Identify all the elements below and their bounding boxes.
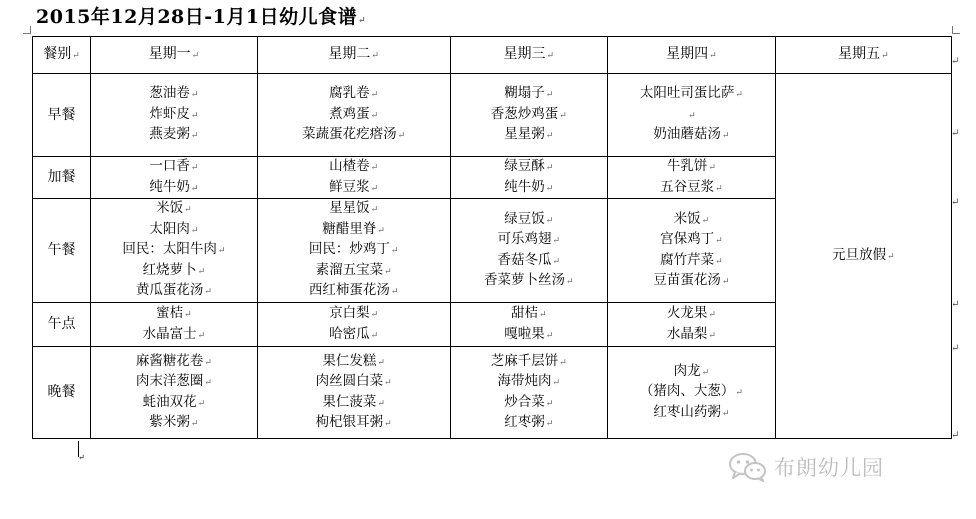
dish-name: 燕麦粥	[149, 126, 190, 143]
paragraph-mark: ↵	[559, 357, 567, 368]
dish-item	[258, 240, 450, 261]
dish-item	[91, 105, 257, 126]
paragraph-mark: ↵	[190, 163, 199, 173]
paragraph-mark: ↵	[197, 266, 206, 277]
menu-cell	[257, 303, 450, 347]
menu-cell	[607, 347, 775, 439]
paragraph-mark: ↵	[370, 90, 379, 101]
dish-item	[451, 413, 607, 434]
dish-name: 太阳吐司蛋比萨	[639, 85, 735, 102]
menu-cell	[257, 199, 450, 303]
menu-cell	[91, 303, 258, 347]
text-boundary-corner	[952, 26, 960, 34]
end-of-row-mark: ↵	[951, 343, 960, 354]
header-mon: 星期一↵	[91, 37, 258, 74]
dish-item	[91, 304, 257, 325]
friday-holiday-cell: 元旦放假↵	[775, 74, 951, 439]
dish-item	[91, 157, 257, 178]
dish-name: 哈密瓜	[329, 325, 370, 342]
paragraph-mark: ↵	[546, 50, 555, 61]
paragraph-mark: ↵	[190, 90, 199, 101]
wechat-icon	[728, 452, 768, 482]
end-of-row-mark: ↵	[951, 299, 960, 310]
dish-item	[258, 157, 450, 178]
dish-name: 果仁菠菜	[322, 393, 377, 410]
paragraph-mark: ↵	[715, 183, 723, 194]
dish-item	[608, 230, 775, 251]
dish-name: 牛乳饼	[666, 158, 708, 174]
menu-cell	[91, 199, 258, 303]
dish-name: 红烧萝卜	[142, 261, 197, 278]
dish-item	[451, 352, 607, 373]
menu-cell	[450, 74, 607, 157]
paragraph-mark: ↵	[545, 398, 554, 409]
dish-name: 煮鸡蛋	[329, 105, 370, 122]
dish-item	[258, 261, 450, 282]
paragraph-mark: ↵	[735, 388, 743, 399]
paragraph-mark: ↵	[708, 163, 716, 173]
paragraph-mark: ↵	[545, 163, 554, 173]
breakfast-row	[33, 74, 952, 157]
page-title: 2015年12月28日-1月1日幼儿食谱↵	[36, 6, 367, 28]
paragraph-mark: ↵	[709, 50, 717, 61]
header-tue: 星期二↵	[257, 37, 450, 74]
dish-item	[91, 220, 257, 241]
paragraph-mark: ↵	[184, 205, 192, 216]
dish-item	[91, 352, 257, 373]
meal-label: 加餐	[33, 157, 91, 199]
dish-name: 纯牛奶	[149, 178, 190, 195]
paragraph-mark: ↵	[190, 110, 199, 121]
dish-name: 糖醋里脊	[322, 220, 377, 237]
paragraph-mark: ↵	[197, 330, 206, 341]
dish-name: 绿豆饭	[504, 210, 545, 227]
dish-name: 星星饭	[329, 200, 370, 217]
dish-name: 红枣粥	[504, 414, 545, 430]
paragraph-mark: ↵	[370, 183, 379, 194]
paragraph-mark: ↵	[735, 90, 743, 101]
dish-name: 火龙果	[666, 305, 708, 321]
header-wed: 星期三↵	[450, 37, 607, 74]
paragraph-mark: ↵	[384, 378, 392, 388]
dish-item	[258, 352, 450, 373]
paragraph-mark: ↵	[721, 408, 730, 419]
paragraph-mark: ↵	[708, 330, 716, 341]
paragraph-mark: ↵	[197, 398, 206, 409]
paragraph-mark: ↵	[377, 225, 385, 236]
dish-item	[258, 105, 450, 126]
paragraph-mark: ↵	[204, 287, 212, 298]
paragraph-mark: ↵	[688, 110, 696, 121]
dish-name: 红枣山药粥	[653, 403, 721, 420]
paragraph-mark: ↵	[217, 246, 226, 257]
dish-name: 蜜桔	[156, 305, 184, 321]
paragraph-mark: ↵	[552, 256, 561, 267]
dish-name: 西红柿蛋花汤	[308, 282, 390, 299]
paragraph-mark: ↵	[552, 378, 561, 388]
paragraph-mark: ↵	[390, 246, 399, 257]
paragraph-mark: ↵	[190, 225, 199, 236]
paragraph-mark: ↵	[384, 419, 392, 429]
dish-item	[258, 281, 450, 302]
dish-item	[91, 178, 257, 199]
header-row	[33, 37, 952, 74]
dish-item	[91, 413, 257, 434]
paragraph-mark: ↵	[184, 310, 192, 320]
dish-name: 香菜萝卜丝汤	[483, 272, 565, 288]
paragraph-mark: ↵	[545, 183, 554, 194]
dish-name: 星星粥	[504, 126, 545, 143]
dish-item	[91, 199, 257, 220]
paragraph-mark: ↵	[721, 131, 730, 142]
paragraph-mark: ↵	[72, 50, 80, 61]
dish-name: 水晶梨	[666, 325, 708, 342]
dish-item	[91, 281, 257, 302]
dish-name: 嘎啦果	[504, 325, 545, 342]
dish-item	[608, 325, 775, 346]
paragraph-mark: ↵	[701, 367, 710, 378]
paragraph-mark: ↵	[190, 131, 199, 142]
paragraph-mark: ↵	[397, 131, 406, 142]
paragraph-mark: ↵	[545, 131, 554, 142]
dish-name: 腐乳卷	[329, 85, 370, 102]
dish-name: 枸杞银耳粥	[315, 414, 384, 430]
dish-item	[91, 325, 257, 346]
menu-cell	[607, 74, 775, 157]
dish-name: 肉龙	[673, 362, 701, 379]
dish-item	[451, 178, 607, 199]
dish-name: 香菇冬瓜	[497, 251, 552, 268]
dish-item	[451, 230, 607, 251]
end-of-row-mark: ↵	[951, 197, 960, 208]
dish-name: 宫保鸡丁	[660, 231, 715, 247]
end-of-row-mark: ↵	[951, 128, 960, 139]
dish-name: 山楂卷	[329, 158, 370, 174]
dish-item	[451, 325, 607, 346]
dish-item	[258, 372, 450, 393]
dish-item	[451, 271, 607, 292]
dish-item	[258, 413, 450, 434]
dish-name: 紫米粥	[149, 414, 190, 430]
dish-item	[608, 362, 775, 383]
dish-name: 回民：太阳牛肉	[122, 241, 217, 258]
dish-name: 炸虾皮	[149, 105, 190, 122]
dish-name: 香葱炒鸡蛋	[490, 105, 559, 122]
dish-name: 可乐鸡翅	[497, 231, 552, 247]
dish-name: 肉末洋葱圈	[135, 373, 204, 389]
paragraph-mark: ↵	[191, 50, 200, 61]
paragraph-mark: ↵	[190, 183, 199, 194]
dish-name: 炒合菜	[504, 393, 545, 410]
paragraph-mark: ↵	[190, 419, 199, 429]
dish-name: 一口香	[149, 158, 190, 174]
paragraph-mark: ↵	[545, 419, 554, 429]
dish-item	[258, 178, 450, 199]
dish-item	[91, 261, 257, 282]
paragraph-mark: ↵	[545, 215, 554, 226]
paragraph-mark: ↵	[370, 330, 379, 341]
dish-item	[258, 84, 450, 105]
paragraph-mark: ↵	[545, 90, 554, 101]
dish-name: 水晶富士	[142, 325, 197, 342]
menu-cell	[607, 303, 775, 347]
paragraph-mark: ↵	[370, 163, 379, 173]
dish-name: 肉丝圆白菜	[315, 373, 384, 389]
dish-item	[91, 84, 257, 105]
dish-item	[451, 393, 607, 414]
paragraph-mark: ↵	[204, 378, 212, 388]
paragraph-mark: ↵	[559, 110, 567, 121]
paragraph-mark: ↵	[390, 287, 399, 298]
dish-name: 糊塌子	[504, 85, 545, 102]
dish-item	[608, 105, 775, 126]
paragraph-mark: ↵	[370, 205, 379, 216]
menu-cell	[257, 347, 450, 439]
dish-name: 黄瓜蛋花汤	[135, 282, 204, 299]
dish-name: 米饭	[673, 210, 701, 227]
menu-cell	[607, 157, 775, 199]
dish-name: 回民：炒鸡丁	[308, 241, 390, 258]
dish-name: 五谷豆浆	[660, 178, 715, 195]
dish-item	[608, 403, 775, 424]
paragraph-mark: ↵	[377, 398, 385, 409]
dish-item	[258, 325, 450, 346]
menu-cell	[450, 347, 607, 439]
dish-item	[258, 393, 450, 414]
paragraph-mark: ↵	[377, 357, 385, 368]
dish-item	[451, 84, 607, 105]
paragraph-mark: ↵	[565, 277, 574, 287]
dish-name: 菜蔬蛋花疙瘩汤	[302, 126, 397, 143]
menu-cell	[607, 199, 775, 303]
paragraph-mark: ↵	[552, 236, 561, 246]
menu-cell	[91, 347, 258, 439]
paragraph-mark: ↵	[887, 251, 895, 262]
dish-item	[451, 125, 607, 146]
dish-item	[258, 199, 450, 220]
dish-name: 豆苗蛋花汤	[653, 272, 721, 288]
dish-item	[608, 382, 775, 403]
menu-table	[32, 36, 952, 439]
paragraph-mark: ↵	[370, 110, 379, 121]
dish-item	[608, 251, 775, 272]
dish-name: 果仁发糕	[322, 352, 377, 369]
meal-label: 午点	[33, 303, 91, 347]
dish-name: （猪肉、大葱）	[639, 383, 735, 400]
dish-item	[91, 372, 257, 393]
header-fri: 星期五↵	[775, 37, 951, 74]
dish-item	[608, 84, 775, 105]
meal-label: 早餐	[33, 74, 91, 157]
paragraph-mark: ↵	[715, 256, 723, 267]
menu-cell	[257, 157, 450, 199]
dish-name: 鲜豆浆	[329, 178, 370, 195]
menu-cell	[257, 74, 450, 157]
dish-item	[258, 125, 450, 146]
dish-item	[258, 304, 450, 325]
meal-label: 晚餐	[33, 347, 91, 439]
end-of-row-mark: ↵	[951, 56, 960, 67]
dish-name: 素溜五宝菜	[315, 261, 384, 278]
paragraph-mark: ↵	[715, 236, 723, 246]
header-thu: 星期四↵	[607, 37, 775, 74]
menu-cell	[91, 74, 258, 157]
dish-item	[91, 125, 257, 146]
watermark-text: 布朗幼儿园	[774, 456, 884, 480]
dish-name: 甜桔	[510, 305, 538, 321]
paragraph-mark: ↵	[545, 330, 554, 341]
end-of-row-mark: ↵	[951, 430, 960, 441]
dish-name: 太阳肉	[149, 220, 190, 237]
dish-item	[451, 372, 607, 393]
dish-name: 芝麻千层饼	[490, 352, 559, 369]
dish-name: 葱油卷	[149, 85, 190, 102]
dish-name: 绿豆酥	[504, 158, 545, 174]
paragraph-mark: ↵	[370, 310, 379, 320]
paragraph-mark: ↵	[371, 50, 379, 61]
dish-item	[451, 251, 607, 272]
dish-item	[608, 157, 775, 178]
dish-item	[258, 220, 450, 241]
dish-name: 腐竹芹菜	[660, 251, 715, 268]
paragraph-mark: ↵	[708, 310, 716, 320]
dish-item	[608, 210, 775, 231]
paragraph-mark: ↵	[881, 50, 889, 61]
watermark	[728, 452, 884, 482]
dish-item	[91, 393, 257, 414]
menu-cell	[450, 303, 607, 347]
paragraph-mark: ↵	[701, 215, 710, 226]
dish-item	[608, 304, 775, 325]
dish-item	[451, 304, 607, 325]
dish-item	[451, 157, 607, 178]
dish-item	[451, 105, 607, 126]
dish-name: 麻酱糖花卷	[135, 352, 204, 369]
dish-name: 米饭	[156, 200, 184, 217]
paragraph-mark: ↵	[78, 453, 85, 462]
dish-item	[451, 210, 607, 231]
dish-name: 奶油蘑菇汤	[653, 126, 721, 143]
dish-item	[91, 240, 257, 261]
dish-item	[608, 125, 775, 146]
meal-label: 午餐	[33, 199, 91, 303]
paragraph-mark: ↵	[721, 277, 730, 287]
dish-item	[608, 178, 775, 199]
paragraph-mark: ↵	[204, 357, 212, 368]
dish-name: 蚝油双花	[142, 393, 197, 410]
paragraph-mark: ↵	[538, 310, 547, 320]
paragraph-mark: ↵	[358, 16, 367, 26]
dish-name: 纯牛奶	[504, 178, 545, 195]
menu-cell	[450, 157, 607, 199]
menu-cell	[450, 199, 607, 303]
text-boundary-corner	[23, 26, 31, 34]
header-meal: 餐别↵	[33, 37, 91, 74]
paragraph-mark: ↵	[384, 266, 392, 277]
dish-item	[608, 271, 775, 292]
menu-cell	[91, 157, 258, 199]
dish-name: 海带炖肉	[497, 373, 552, 389]
dish-name: 京白梨	[329, 305, 370, 321]
